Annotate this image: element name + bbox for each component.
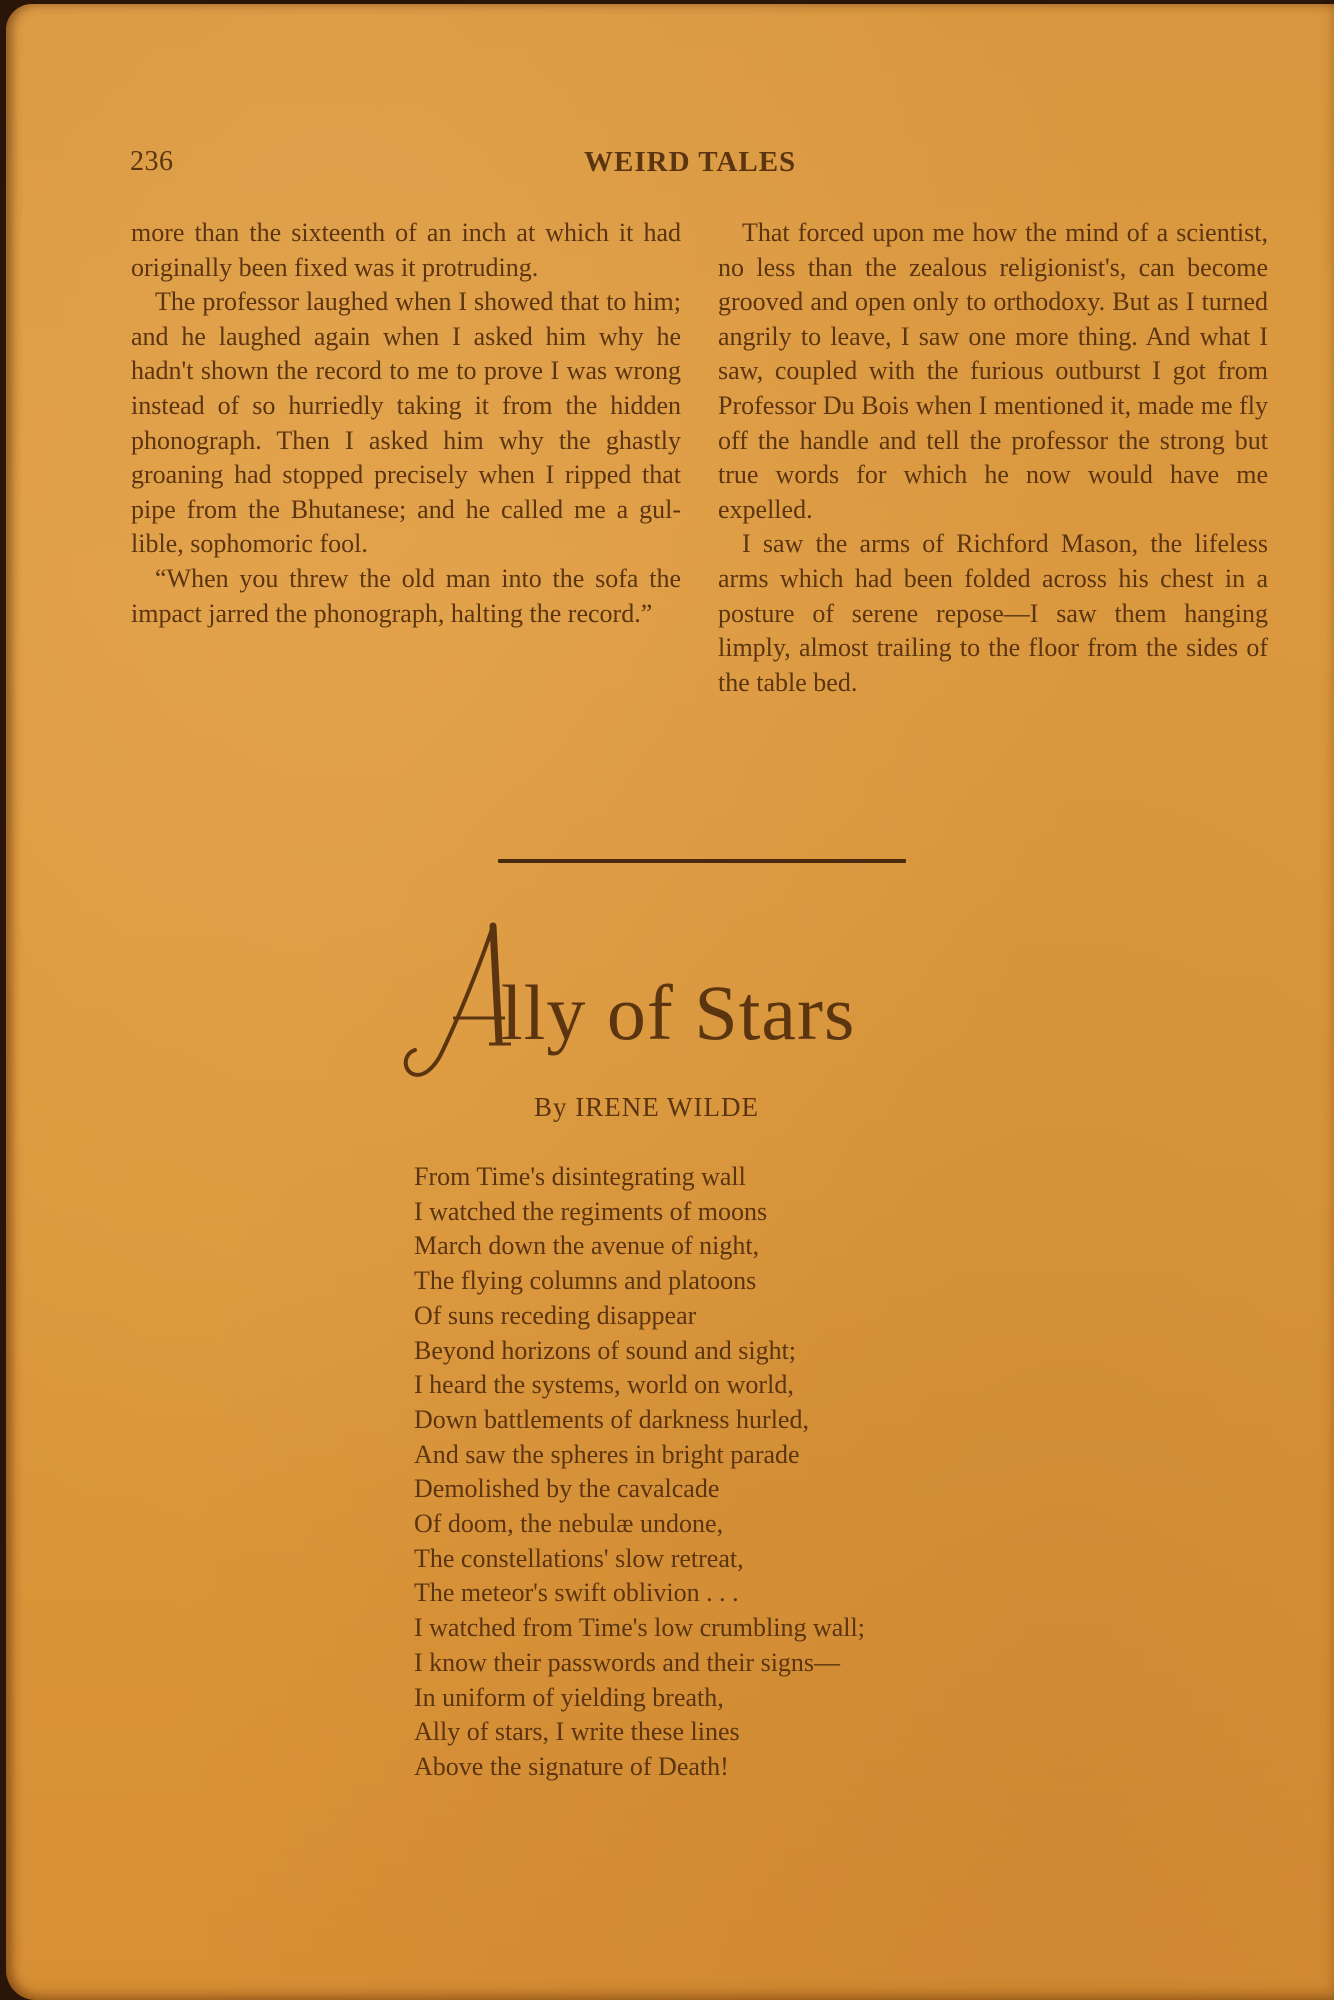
poem-line: The constellations' slow retreat, xyxy=(414,1543,744,1573)
poem-line: I heard the systems, world on world, xyxy=(414,1370,794,1400)
poem-line: The meteor's swift oblivion . . . xyxy=(414,1578,739,1608)
page-number: 236 xyxy=(130,146,174,177)
poem-byline: By IRENE WILDE xyxy=(534,1092,759,1122)
poem-line: Beyond horizons of sound and sight; xyxy=(414,1335,797,1365)
paragraph: The professor laughed when I showed that to him; and he laughed again when I asked him why he hadn't shown the record to me to prove I was wrong instead of so hurriedly taking it from the hidden phonograph. Then I asked him why the ghastly groaning had stopped precisely when I ripped that pipe from the Bhutanese; and he called me a gullible, sophomoric fool. xyxy=(131,287,681,559)
poem-line: Down battlements of darkness hurled, xyxy=(414,1404,809,1434)
story-column-right xyxy=(718,216,1268,700)
poem-line: And saw the spheres in bright parade xyxy=(414,1439,800,1469)
poem-line: In uniform of yielding breath, xyxy=(414,1682,724,1712)
paragraph: more than the sixteenth of an inch at which it had originally been fixed was it protruding. xyxy=(131,218,681,282)
title-initial: A xyxy=(601,1122,602,1123)
section-divider xyxy=(498,859,906,863)
running-title: WEIRD TALES xyxy=(584,146,797,178)
poem-line: Ally of stars, I write these lines xyxy=(414,1717,740,1747)
poem-line: I watched the regiments of moons xyxy=(414,1196,768,1226)
poem-title-text: lly of Stars xyxy=(501,969,856,1056)
poem-line: I know their passwords and their signs— xyxy=(414,1647,841,1677)
story-column-left xyxy=(131,216,681,631)
poem-line: Of suns receding disappear xyxy=(414,1300,697,1330)
poem-body xyxy=(414,1160,865,1785)
poem-line: Of doom, the nebulæ undone, xyxy=(414,1509,724,1539)
paragraph: I saw the arms of Richford Mason, the lifeless arms which had been folded across his chest in a posture of serene repose—I saw them hanging limply, almost trailing to the floor from the sides of the table bed. xyxy=(718,529,1268,697)
poem-line: Above the signature of Death! xyxy=(414,1751,729,1781)
poem-line: Demolished by the cavalcade xyxy=(414,1474,720,1504)
poem-line: March down the avenue of night, xyxy=(414,1231,760,1261)
poem-line: From Time's disintegrating wall xyxy=(414,1162,746,1191)
paragraph: “When you threw the old man into the sofa the impact jarred the phonograph, halting the record.” xyxy=(131,563,681,628)
poem-line: The flying columns and platoons xyxy=(414,1266,757,1296)
poem-line: I watched from Time's low crumbling wall; xyxy=(414,1613,865,1643)
paragraph: That forced upon me how the mind of a scientist, no less than the zealous religionist's, can become grooved and open only to orthodoxy. But as I turned angrily to leave, I saw one more thing. And what I saw, coupled with the furious outburst I got from Professor Du Bois when I mentioned it, made me fly off the handle and tell the professor the strong but true words for which he now would have me expelled. xyxy=(718,218,1268,524)
magazine-page xyxy=(6,4,1334,2000)
